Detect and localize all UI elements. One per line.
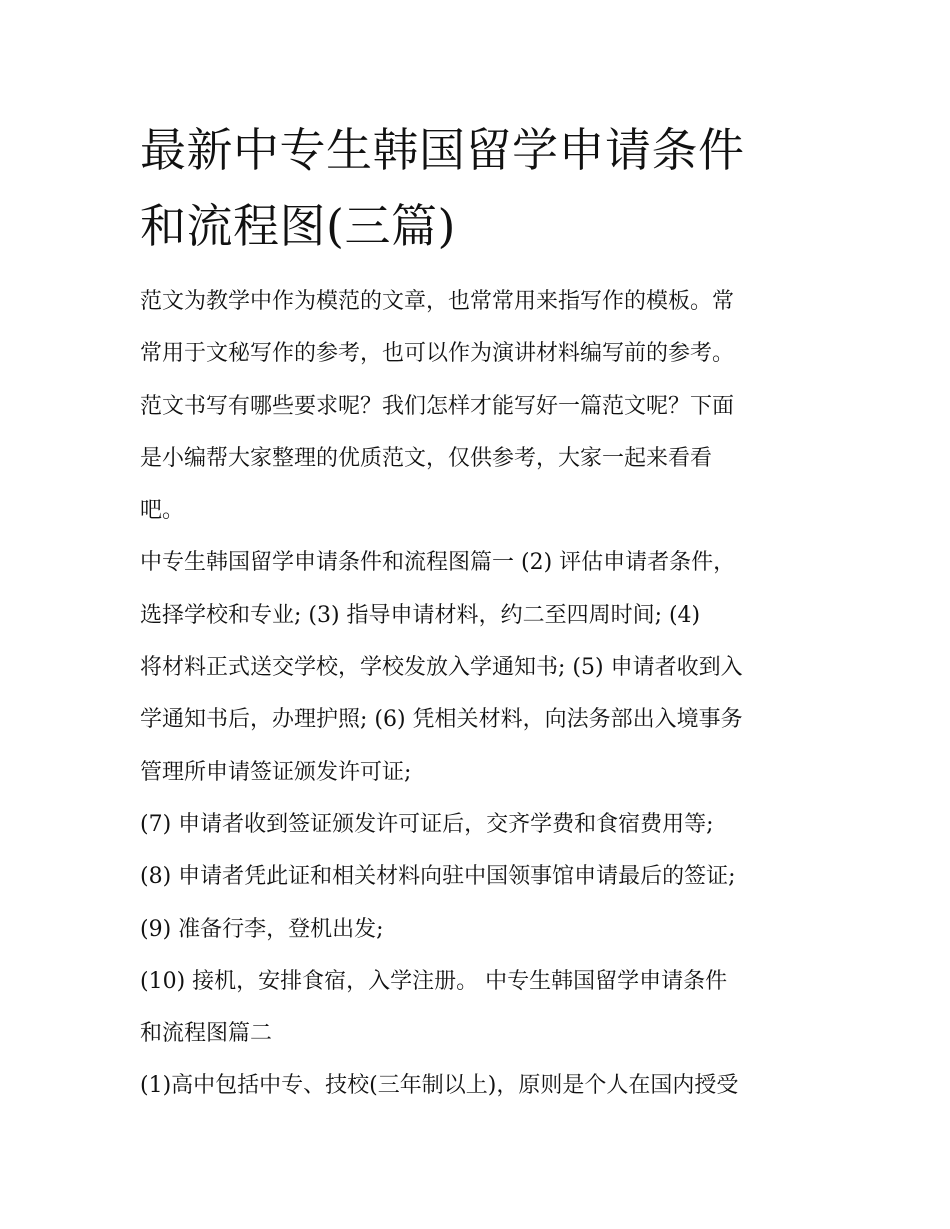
body-line: 常用于文秘写作的参考，也可以作为演讲材料编写前的参考。 — [140, 341, 735, 367]
title-line: 最新中专生韩国留学申请条件 — [140, 123, 745, 177]
body-line: 管理所申请签证颁发许可证; — [140, 759, 412, 785]
document-body — [140, 278, 830, 1115]
body-line: 范文为教学中作为模范的文章，也常常用来指写作的模板。常 — [140, 289, 735, 314]
body-line: 学通知书后，办理护照; (6) 凭相关材料，向法务部出入境事务 — [140, 707, 743, 733]
body-line: (7) 申请者收到签证颁发许可证后，交齐学费和食宿费用等; — [140, 811, 714, 837]
body-line: 选择学校和专业; (3) 指导申请材料，约二至四周时间; (4) — [140, 602, 701, 628]
body-line: (9) 准备行李，登机出发; — [140, 916, 384, 942]
body-line: 吧。 — [140, 498, 185, 524]
body-line: (8) 申请者凭此证和相关材料向驻中国领事馆申请最后的签证; — [140, 864, 736, 890]
title-line: 和流程图(三篇) — [140, 199, 456, 253]
body-line: 和流程图篇二 — [140, 1021, 273, 1047]
body-line: (1)高中包括中专、技校(三年制以上)，原则是个人在国内授受 — [140, 1073, 739, 1099]
body-line: 中专生韩国留学申请条件和流程图篇一 (2) 评估申请者条件， — [140, 550, 736, 576]
body-line: 是小编帮大家整理的优质范文，仅供参考，大家一起来看看 — [140, 445, 713, 471]
body-line: (10) 接机，安排食宿，入学注册。 中专生韩国留学申请条件 — [140, 968, 728, 994]
body-line: 将材料正式送交学校，学校发放入学通知书; (5) 申请者收到入 — [140, 655, 743, 681]
body-line: 范文书写有哪些要求呢？我们怎样才能写好一篇范文呢？下面 — [140, 393, 735, 419]
document-title — [140, 112, 830, 264]
